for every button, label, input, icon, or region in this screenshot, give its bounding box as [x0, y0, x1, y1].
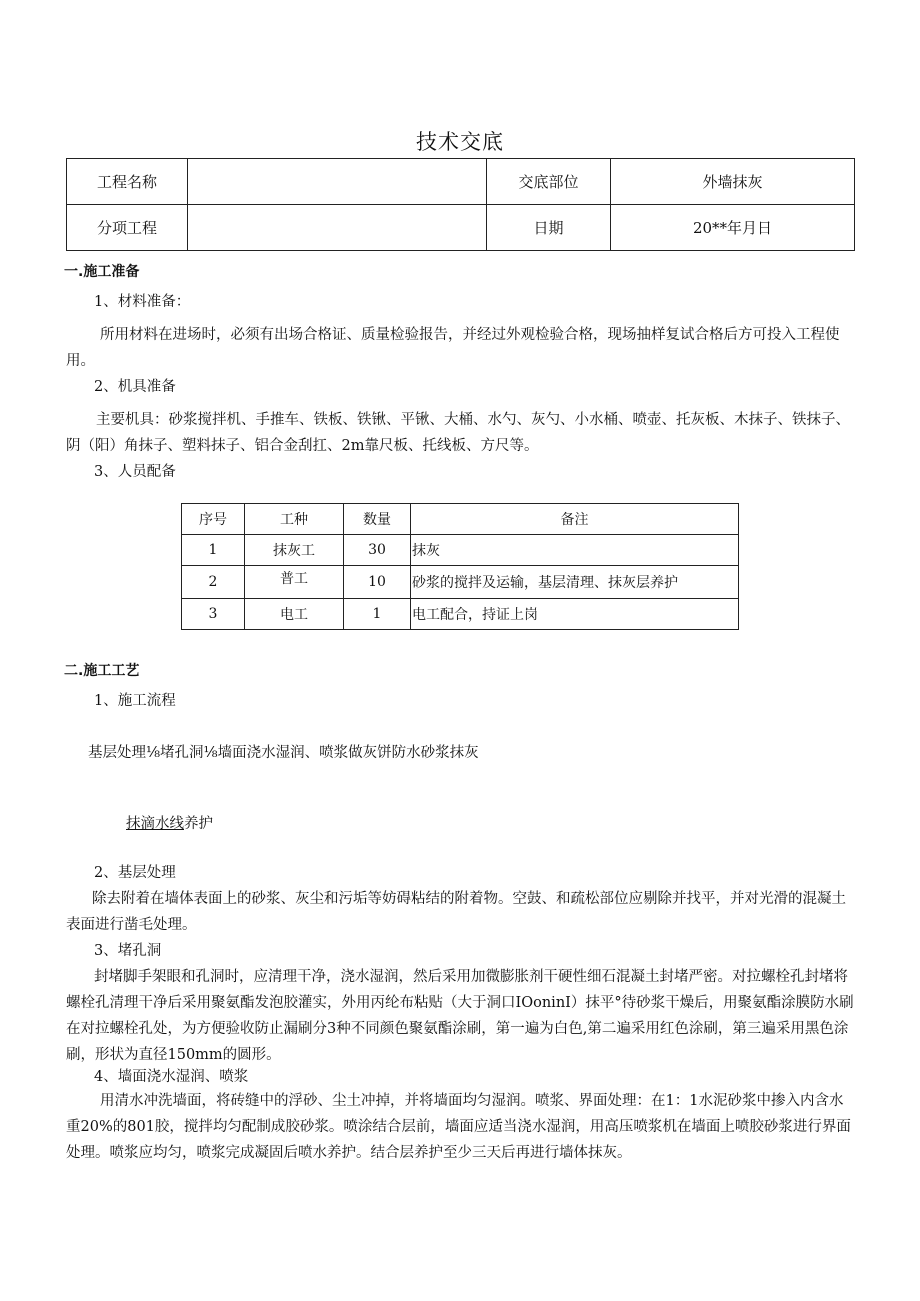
- hole-heading: 3、堵孔洞: [94, 943, 162, 959]
- table-header: 工种: [245, 504, 344, 535]
- table-cell: 2: [182, 566, 245, 599]
- table-cell: 1: [182, 535, 245, 566]
- staff-table: [181, 503, 739, 630]
- table-cell: 电工: [245, 599, 344, 630]
- flow-drip-line: 抹滴水线: [126, 816, 184, 832]
- table-cell: 砂浆的搅拌及运输，基层清理、抹灰层养护: [411, 566, 739, 599]
- spray-text: 用清水冲洗墙面，将砖缝中的浮砂、尘土冲掉，并将墙面均匀湿润。喷浆、界面处理：在1：1水泥砂浆中掺入内含水重20%的801胶，搅拌均匀配制成胶砂浆。喷涂结合层前，墙面应适当浇水湿润，用高压喷浆机在墙面上喷胶砂浆进行界面处理。喷浆应均匀，喷浆完成凝固后喷水养护。结合层养护至少三天后再进行墙体抹灰。: [66, 1093, 851, 1161]
- info-table: [66, 158, 855, 251]
- flow-text-2: [126, 811, 213, 837]
- flow-text: 基层处理⅛堵孔洞⅛墙面浇水湿润、喷浆做灰饼防水砂浆抹灰: [88, 745, 479, 761]
- table-row: [182, 566, 739, 599]
- page-title: 技术交底: [416, 130, 504, 154]
- tools-text: 主要机具：砂浆搅拌机、手推车、铁板、铁锹、平锹、大桶、水勺、灰勺、小水桶、喷壶、托灰板、木抹子、铁抹子、阴（阳）角抹子、塑料抹子、铝合金刮扛、2m靠尺板、托线板、方尺等。: [66, 412, 850, 454]
- flow-curing: 养护: [184, 816, 213, 832]
- tools-heading: 2、机具准备: [94, 379, 176, 395]
- table-row: [182, 535, 739, 566]
- table-header-row: [182, 504, 739, 535]
- section-heading-preparation: 一.施工准备: [64, 264, 140, 280]
- hole-text: 封堵脚手架眼和孔洞时，应清理干净，浇水湿润，然后采用加微膨胀剂干硬性细石混凝土封堵严密。对拉螺栓孔封堵将螺栓孔清理干净后采用聚氨酯发泡胶灌实，外用丙纶布粘贴（大于洞口IOoninI）抹平°待砂浆干燥后，用聚氨酯涂膜防水刷在对拉螺栓孔处，为方便验收防止漏刷分3种不同颜色聚氨酯涂刷，第一遍为白色,第二遍采用红色涂刷，第三遍采用黑色涂刷，形状为直径150mm的圆形。: [66, 969, 854, 1063]
- date-label: 日期: [487, 205, 611, 251]
- table-header: 数量: [344, 504, 411, 535]
- materials-text: 所用材料在进场时，必须有出场合格证、质量检验报告，并经过外观检验合格，现场抽样复试合格后方可投入工程使用。: [66, 327, 840, 369]
- table-cell: 电工配合，持证上岗: [411, 599, 739, 630]
- sub-project-label: 分项工程: [67, 205, 188, 251]
- table-header: 备注: [411, 504, 739, 535]
- table-header: 序号: [182, 504, 245, 535]
- base-text: 除去附着在墙体表面上的砂浆、灰尘和污垢等妨碍粘结的附着物。空鼓、和疏松部位应剔除并找平，并对光滑的混凝土表面进行凿毛处理。: [66, 891, 846, 933]
- materials-heading: 1、材料准备：: [94, 294, 191, 310]
- project-name-value: [188, 159, 487, 205]
- table-row: [182, 599, 739, 630]
- table-cell: 抹灰: [411, 535, 739, 566]
- date-value: 20**年月日: [611, 205, 855, 251]
- table-cell: 抹灰工: [245, 535, 344, 566]
- table-cell: 30: [344, 535, 411, 566]
- staff-heading: 3、人员配备: [94, 464, 176, 480]
- project-name-label: 工程名称: [67, 159, 188, 205]
- section-heading-process: 二.施工工艺: [64, 663, 140, 679]
- table-cell: 普工: [245, 566, 344, 599]
- handover-part-value: 外墙抹灰: [611, 159, 855, 205]
- table-cell: 1: [344, 599, 411, 630]
- table-cell: 3: [182, 599, 245, 630]
- spray-heading: 4、墙面浇水湿润、喷浆: [94, 1069, 249, 1085]
- table-cell: 10: [344, 566, 411, 599]
- sub-project-value: [188, 205, 487, 251]
- flow-heading: 1、施工流程: [94, 693, 176, 709]
- handover-part-label: 交底部位: [487, 159, 611, 205]
- base-heading: 2、基层处理: [94, 865, 176, 881]
